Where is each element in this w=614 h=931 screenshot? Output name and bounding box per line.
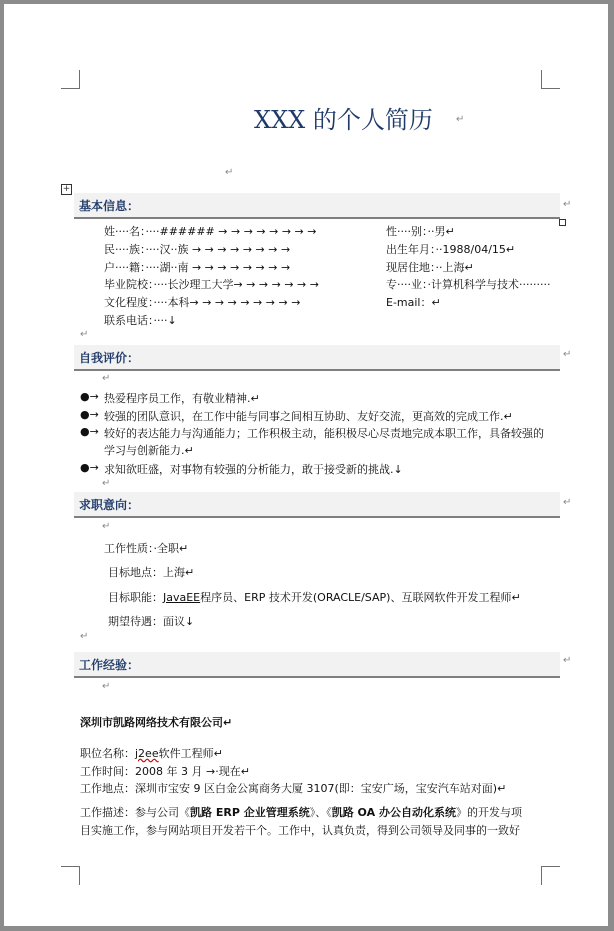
- basic-row-name[interactable]: 姓····名：····###### → → → → → → → →: [104, 225, 317, 238]
- exp-time[interactable]: 工作时间：2008 年 3 月 →·现在↵: [80, 765, 250, 778]
- intent-nature[interactable]: 工作性质：·全职↵: [104, 542, 189, 555]
- exp-desc-line2[interactable]: 目实施工作，参与网站项目开发若干个。工作中，认真负责，得到公司领导及同事的一致好: [80, 824, 520, 837]
- exp-place[interactable]: 工作地点：深圳市宝安 9 区白金公寓商务大厦 3107(即：宝安广场，宝安汽车站对面)↵: [80, 782, 507, 795]
- intent-location[interactable]: 目标地点：上海↵: [108, 566, 195, 579]
- table-move-handle-icon[interactable]: +: [62, 184, 71, 194]
- exp-job-title[interactable]: [80, 745, 223, 761]
- section-title: 自我评价：: [79, 351, 140, 365]
- basic-row-gender[interactable]: 性····别：··男↵: [386, 225, 455, 238]
- paragraph-mark: ↵: [456, 114, 465, 125]
- paragraph-mark: ↵: [102, 373, 111, 384]
- intent-position-javaee: JavaEE: [163, 591, 201, 604]
- document-page: [4, 4, 608, 926]
- paragraph-mark: ↵: [225, 167, 234, 178]
- resume-title[interactable]: XXX 的个人简历: [254, 106, 433, 134]
- basic-row-school[interactable]: 毕业院校：····长沙理工大学→ → → → → → →: [104, 278, 319, 291]
- bullet-icon: ●→: [80, 408, 99, 421]
- intent-position-rest: 程序员、ERP 技术开发(ORACLE/SAP)、互联网软件开发工程师↵: [200, 591, 521, 604]
- crop-mark-bottom-left: [61, 866, 80, 885]
- company-name[interactable]: 深圳市凯路网络技术有限公司↵: [80, 716, 233, 729]
- paragraph-mark: ↵: [563, 497, 572, 508]
- exp-desc-c: 》、《: [309, 806, 332, 819]
- section-header-experience[interactable]: [74, 652, 560, 678]
- basic-row-major[interactable]: 专····业：·计算机科学与技术·········: [386, 278, 551, 291]
- exp-job-title-label: 职位名称：: [80, 747, 135, 760]
- basic-row-education[interactable]: 文化程度：····本科→ → → → → → → → →: [104, 296, 301, 309]
- self-eval-item[interactable]: 热爱程序员工作，有敬业精神.↵: [104, 392, 260, 405]
- section-title: 工作经验：: [79, 658, 140, 672]
- exp-desc-b: 凯路 ERP 企业管理系统: [190, 806, 310, 819]
- table-resize-handle-icon[interactable]: [559, 219, 566, 226]
- section-header-basic[interactable]: [74, 193, 560, 219]
- intent-position[interactable]: [108, 589, 521, 605]
- exp-job-title-rest: 软件工程师↵: [158, 747, 223, 760]
- basic-row-ethnicity[interactable]: 民····族：····汉··族 → → → → → → → →: [104, 243, 291, 256]
- paragraph-mark: ↵: [102, 681, 111, 692]
- basic-row-residence[interactable]: 现居住地：··上海↵: [386, 261, 474, 274]
- paragraph-mark: ↵: [80, 631, 89, 642]
- section-title: 求职意向：: [79, 498, 140, 512]
- section-header-self-eval[interactable]: [74, 345, 560, 371]
- exp-desc-e: 》的开发与项: [455, 806, 522, 819]
- bullet-icon: ●→: [80, 425, 99, 438]
- self-eval-item-cont[interactable]: 学习与创新能力.↵: [104, 444, 194, 457]
- exp-desc-a: 工作描述：参与公司《: [80, 806, 190, 819]
- crop-mark-top-left: [61, 70, 80, 89]
- paragraph-mark: ↵: [563, 199, 572, 210]
- self-eval-item[interactable]: 求知欲旺盛，对事物有较强的分析能力，敢于接受新的挑战.↓: [104, 463, 403, 476]
- paragraph-mark: ↵: [102, 478, 111, 489]
- basic-row-birthdate[interactable]: 出生年月：··1988/04/15↵: [386, 243, 516, 256]
- basic-row-hometown[interactable]: 户····籍：····湖··南 → → → → → → → →: [104, 261, 291, 274]
- paragraph-mark: ↵: [563, 655, 572, 666]
- paragraph-mark: ↵: [102, 521, 111, 532]
- basic-row-email[interactable]: E-mail：↵: [386, 296, 441, 309]
- paragraph-mark: ↵: [80, 329, 89, 340]
- exp-desc-d: 凯路 OA 办公自动化系统: [331, 806, 456, 819]
- intent-position-label: 目标职能：: [108, 591, 163, 604]
- bullet-icon: ●→: [80, 390, 99, 403]
- exp-job-title-j2ee: j2ee: [135, 747, 159, 760]
- crop-mark-top-right: [541, 70, 560, 89]
- intent-salary[interactable]: 期望待遇：面议↓: [108, 615, 195, 628]
- exp-desc-line1[interactable]: [80, 804, 522, 820]
- self-eval-item[interactable]: 较强的团队意识，在工作中能与同事之间相互协助、友好交流，更高效的完成工作.↵: [104, 410, 513, 423]
- bullet-icon: ●→: [80, 461, 99, 474]
- paragraph-mark: ↵: [563, 349, 572, 360]
- crop-mark-bottom-right: [541, 866, 560, 885]
- self-eval-item[interactable]: 较好的表达能力与沟通能力；工作积极主动，能积极尽心尽责地完成本职工作，具备较强的: [104, 427, 544, 440]
- section-title: 基本信息：: [79, 199, 140, 213]
- basic-row-phone[interactable]: 联系电话：····↓: [104, 314, 177, 327]
- section-header-intent[interactable]: [74, 492, 560, 518]
